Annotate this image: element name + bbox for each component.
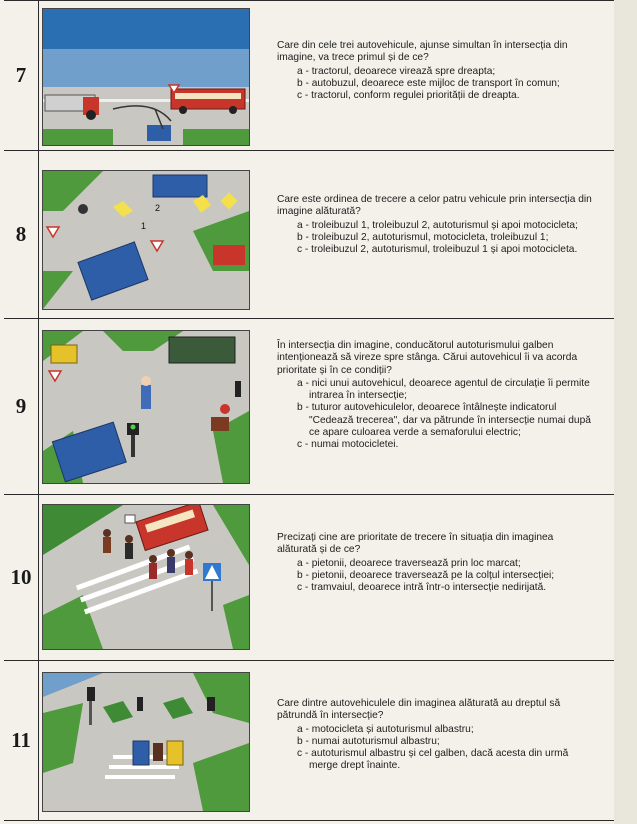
answer-option-c[interactable]: c - tractorul, conform regulei priorității de dreapta. bbox=[297, 90, 520, 102]
trolleybus-2-label: 2 bbox=[155, 203, 161, 213]
answer-option-a[interactable]: a - motocicleta și autoturismul albastru; bbox=[297, 723, 474, 735]
question-number: 10 bbox=[4, 494, 39, 660]
question-number: 7 bbox=[4, 0, 39, 150]
question-text: În intersecția din imagine, conducătorul autoturismului galben intenționează să vireze spre stânga. Cărui autovehicul îi va acorda prioritate și în ce condiții? bbox=[277, 340, 578, 376]
question-block-11 bbox=[277, 698, 595, 773]
answer-option-c[interactable]: c - tramvaiul, deoarece intră într-o intersecție nedirijată. bbox=[297, 582, 547, 594]
question-number: 11 bbox=[4, 660, 39, 820]
question-block-9 bbox=[277, 340, 595, 452]
answer-option-b[interactable]: b - autobuzul, deoarece este mijloc de transport în comun; bbox=[297, 77, 560, 89]
illustration-q7 bbox=[42, 8, 250, 146]
illustration-q11 bbox=[42, 672, 250, 812]
question-number: 8 bbox=[4, 150, 39, 318]
question-text: Precizați cine are prioritate de trecere în situația din imaginea alăturată și de ce? bbox=[277, 532, 554, 556]
illustration-q10 bbox=[42, 504, 250, 650]
illustration-q9 bbox=[42, 330, 250, 484]
question-text: Care este ordinea de trecere a celor patru vehicule prin intersecția din imagine alăturată? bbox=[277, 194, 592, 218]
trolleybus-1-label: 1 bbox=[141, 221, 147, 231]
illustration-q8 bbox=[42, 170, 250, 310]
question-text: Care din cele trei autovehicule, ajunse simultan în intersecția din imagine, va trece primul și de ce? bbox=[277, 40, 568, 64]
answer-option-c[interactable]: c - troleibuzul 2, autoturismul, troleibuzul 1 și apoi motocicleta. bbox=[297, 244, 578, 256]
answer-option-b[interactable]: b - pietonii, deoarece traversează pe la colțul intersecției; bbox=[297, 569, 555, 581]
answer-option-b[interactable]: b - numai autoturismul albastru; bbox=[297, 735, 440, 747]
answer-option-b[interactable]: b - tuturor autovehiculelor, deoarece întâlnește indicatorul "Cedează trecerea", dar va pătrunde în intersecție numai după ce apare culoarea verde a semaforului electric; bbox=[297, 402, 591, 439]
answer-option-a[interactable]: a - tractorul, deoarece virează spre dreapta; bbox=[297, 65, 496, 77]
answer-option-c[interactable]: c - autoturismul albastru și cel galben, dacă acesta din urmă merge drept înainte. bbox=[297, 748, 569, 772]
question-block-10 bbox=[277, 532, 595, 594]
answer-option-c[interactable]: c - numai motocicletei. bbox=[297, 439, 399, 451]
question-block-7 bbox=[277, 40, 595, 102]
question-text: Care dintre autovehiculele din imaginea alăturată au dreptul să pătrundă în intersecție? bbox=[277, 698, 561, 722]
question-block-8 bbox=[277, 194, 595, 256]
question-number: 9 bbox=[4, 318, 39, 494]
answer-option-a[interactable]: a - troleibuzul 1, troleibuzul 2, autoturismul și apoi motocicleta; bbox=[297, 219, 578, 231]
answer-option-a[interactable]: a - nici unui autovehicul, deoarece agentul de circulație îi permite intrarea în intersecție; bbox=[297, 377, 590, 402]
answer-option-b[interactable]: b - troleibuzul 2, autoturismul, motocicleta, troleibuzul 1; bbox=[297, 231, 549, 243]
answer-option-a[interactable]: a - pietonii, deoarece traversează prin loc marcat; bbox=[297, 557, 521, 569]
page-edge bbox=[614, 0, 637, 824]
